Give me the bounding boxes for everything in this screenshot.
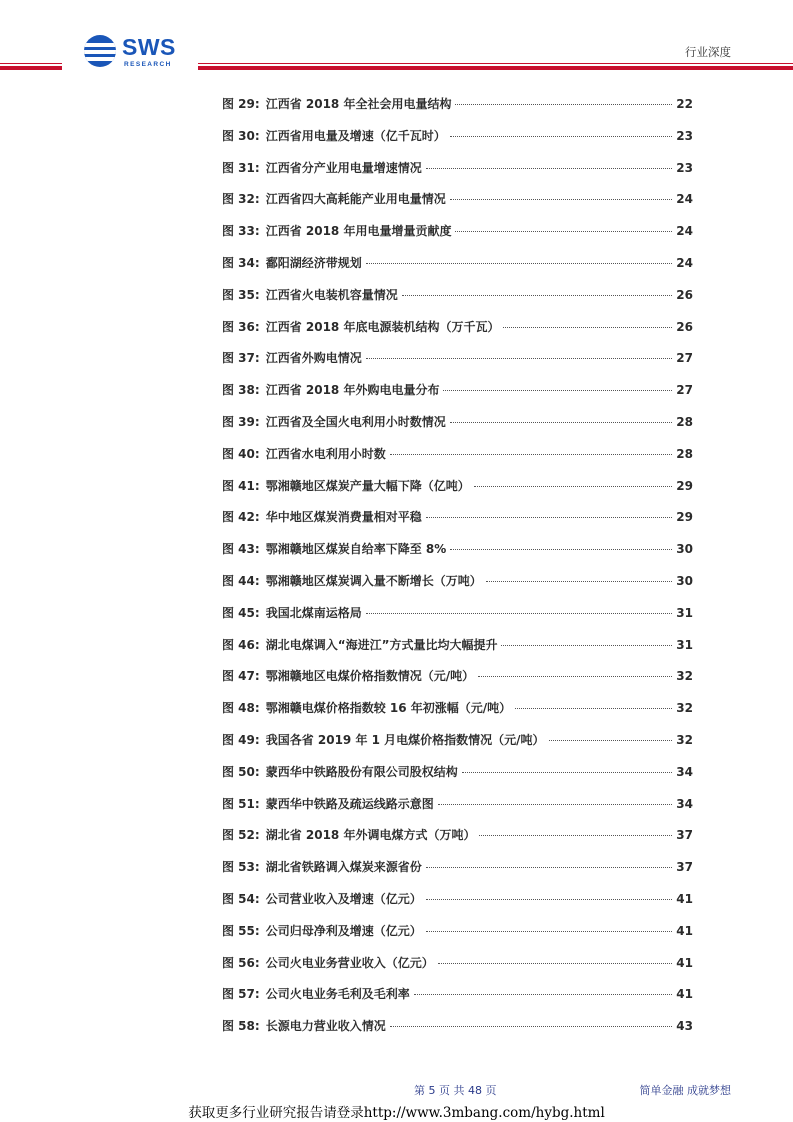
dot-leader bbox=[426, 168, 673, 169]
dot-leader bbox=[515, 708, 672, 709]
dot-leader bbox=[479, 835, 672, 836]
toc-entry[interactable] bbox=[222, 890, 693, 908]
toc-entry[interactable] bbox=[222, 826, 693, 844]
figure-title: 江西省外购电情况 bbox=[265, 351, 362, 366]
toc-entry[interactable] bbox=[222, 159, 693, 177]
dot-leader bbox=[402, 295, 673, 296]
figure-number: 图 29: bbox=[222, 97, 260, 111]
page-ref: 24 bbox=[676, 192, 693, 207]
figure-number: 图 33: bbox=[222, 224, 260, 239]
logo-subtext: RESEARCH bbox=[124, 61, 172, 68]
dot-leader bbox=[450, 422, 673, 423]
figure-number: 图 52: bbox=[222, 828, 260, 843]
figure-title: 鄂湘赣电煤价格指数较 16 年初涨幅（元/吨） bbox=[265, 701, 512, 716]
page-ref: 30 bbox=[676, 574, 693, 588]
figure-title: 公司火电业务营业收入（亿元） bbox=[265, 955, 434, 970]
page-ref: 22 bbox=[676, 97, 693, 111]
figure-title: 鄂湘赣地区煤炭自给率下降至 8% bbox=[265, 542, 447, 557]
figure-number: 图 43: bbox=[222, 542, 260, 557]
figure-number: 图 34: bbox=[222, 256, 260, 270]
figure-number: 图 50: bbox=[222, 764, 260, 779]
page-ref: 28 bbox=[676, 415, 693, 429]
figure-title: 江西省 2018 年用电量增量贡献度 bbox=[265, 224, 452, 239]
dot-leader bbox=[366, 613, 673, 614]
page-ref: 23 bbox=[676, 160, 693, 175]
figure-number: 图 57: bbox=[222, 987, 260, 1002]
figure-number: 图 56: bbox=[222, 955, 260, 970]
toc-entry[interactable] bbox=[222, 254, 693, 272]
figure-number: 图 39: bbox=[222, 415, 260, 429]
watermark-link[interactable]: 获取更多行业研究报告请登录http://www.3mbang.com/hybg.html bbox=[188, 1105, 605, 1121]
toc-entry[interactable] bbox=[222, 349, 693, 367]
figure-title: 鄂湘赣地区煤炭调入量不断增长（万吨） bbox=[265, 574, 482, 588]
page-ref: 26 bbox=[676, 319, 693, 334]
dot-leader bbox=[438, 804, 673, 805]
figure-title: 鄱阳湖经济带规划 bbox=[265, 256, 362, 270]
figure-title: 江西省分产业用电量增速情况 bbox=[265, 160, 422, 175]
page-ref: 32 bbox=[676, 669, 693, 684]
logo-emblem-icon bbox=[84, 35, 116, 67]
figure-title: 鄂湘赣地区煤炭产量大幅下降（亿吨） bbox=[265, 478, 470, 493]
toc-entry[interactable] bbox=[222, 508, 693, 526]
figure-title: 蒙西华中铁路股份有限公司股权结构 bbox=[265, 764, 458, 779]
figure-title: 江西省 2018 年全社会用电量结构 bbox=[265, 97, 452, 111]
toc-entry[interactable] bbox=[222, 954, 693, 972]
sws-logo bbox=[84, 33, 194, 73]
page-ref: 41 bbox=[676, 923, 693, 938]
page-ref: 27 bbox=[676, 351, 693, 366]
dot-leader bbox=[426, 517, 673, 518]
page-ref: 31 bbox=[676, 637, 693, 652]
figure-number: 图 51: bbox=[222, 796, 260, 811]
toc-entry[interactable] bbox=[222, 477, 693, 495]
page-ref: 41 bbox=[676, 955, 693, 970]
toc-entry[interactable] bbox=[222, 604, 693, 622]
figure-title: 江西省火电装机容量情况 bbox=[265, 287, 398, 302]
toc-entry[interactable] bbox=[222, 127, 693, 145]
toc-entry[interactable] bbox=[222, 318, 693, 336]
figure-number: 图 31: bbox=[222, 160, 260, 175]
page-ref: 34 bbox=[676, 796, 693, 811]
toc-entry[interactable] bbox=[222, 858, 693, 876]
dot-leader bbox=[501, 645, 672, 646]
page-ref: 34 bbox=[676, 764, 693, 779]
figure-number: 图 41: bbox=[222, 478, 260, 493]
dot-leader bbox=[450, 136, 673, 137]
dot-leader bbox=[549, 740, 673, 741]
toc-entry[interactable] bbox=[222, 699, 693, 717]
figure-title: 江西省水电利用小时数 bbox=[265, 446, 386, 461]
dot-leader bbox=[503, 327, 672, 328]
figure-number: 图 53: bbox=[222, 860, 260, 875]
figure-title: 湖北省 2018 年外调电煤方式（万吨） bbox=[265, 828, 476, 843]
page-ref: 31 bbox=[676, 605, 693, 620]
figure-title: 我国北煤南运格局 bbox=[265, 605, 362, 620]
page-ref: 41 bbox=[676, 987, 693, 1002]
figure-title: 长源电力营业收入情况 bbox=[265, 1019, 386, 1034]
figure-title: 蒙西华中铁路及疏运线路示意图 bbox=[265, 796, 434, 811]
figure-number: 图 49: bbox=[222, 733, 260, 747]
dot-leader bbox=[390, 454, 673, 455]
dot-leader bbox=[366, 358, 673, 359]
dot-leader bbox=[474, 486, 673, 487]
figure-title: 公司营业收入及增速（亿元） bbox=[265, 892, 422, 906]
dot-leader bbox=[426, 899, 673, 900]
figure-number: 图 36: bbox=[222, 319, 260, 334]
toc-entry[interactable] bbox=[222, 381, 693, 399]
figure-number: 图 30: bbox=[222, 128, 260, 143]
dot-leader bbox=[390, 1026, 673, 1027]
toc-entry[interactable] bbox=[222, 667, 693, 685]
figure-title: 江西省四大高耗能产业用电量情况 bbox=[265, 192, 446, 207]
figure-number: 图 45: bbox=[222, 605, 260, 620]
figure-title: 我国各省 2019 年 1 月电煤价格指数情况（元/吨） bbox=[265, 733, 545, 747]
figure-title: 华中地区煤炭消费量相对平稳 bbox=[265, 510, 422, 525]
page-ref: 30 bbox=[676, 542, 693, 557]
page-ref: 24 bbox=[676, 224, 693, 239]
toc-entry[interactable] bbox=[222, 763, 693, 781]
dot-leader bbox=[366, 263, 673, 264]
toc-entry[interactable] bbox=[222, 572, 693, 590]
figure-number: 图 32: bbox=[222, 192, 260, 207]
figure-title: 公司火电业务毛利及毛利率 bbox=[265, 987, 410, 1002]
dot-leader bbox=[443, 390, 672, 391]
dot-leader bbox=[426, 931, 673, 932]
page-ref: 43 bbox=[676, 1019, 693, 1034]
dot-leader bbox=[450, 549, 672, 550]
header-rule-right-thick bbox=[198, 66, 793, 70]
figure-number: 图 58: bbox=[222, 1019, 260, 1034]
figure-number: 图 55: bbox=[222, 923, 260, 938]
dot-leader bbox=[455, 231, 672, 232]
toc-entry[interactable] bbox=[222, 222, 693, 240]
dot-leader bbox=[414, 994, 673, 995]
page-ref: 29 bbox=[676, 478, 693, 493]
dot-leader bbox=[462, 772, 673, 773]
figure-title: 湖北电煤调入“海进江”方式量比均大幅提升 bbox=[265, 637, 498, 652]
figure-number: 图 37: bbox=[222, 351, 260, 366]
toc-entry[interactable] bbox=[222, 190, 693, 208]
figure-title: 江西省及全国火电利用小时数情况 bbox=[265, 415, 446, 429]
toc-entry[interactable] bbox=[222, 445, 693, 463]
page-ref: 23 bbox=[676, 128, 693, 143]
footer-slogan: 简单金融 成就梦想 bbox=[639, 1084, 731, 1097]
toc-entry[interactable] bbox=[222, 413, 693, 431]
toc-entry[interactable] bbox=[222, 636, 693, 654]
toc-entry[interactable] bbox=[222, 95, 693, 113]
header-rule-right bbox=[198, 63, 793, 64]
toc-entry[interactable] bbox=[222, 286, 693, 304]
dot-leader bbox=[478, 676, 672, 677]
figure-title: 江西省用电量及增速（亿千瓦时） bbox=[265, 128, 446, 143]
figure-number: 图 47: bbox=[222, 669, 260, 684]
dot-leader bbox=[455, 104, 672, 105]
figure-number: 图 46: bbox=[222, 637, 260, 652]
toc-entry[interactable] bbox=[222, 731, 693, 749]
page-ref: 32 bbox=[676, 701, 693, 716]
page-ref: 32 bbox=[676, 733, 693, 747]
figure-number: 图 35: bbox=[222, 287, 260, 302]
header-rule-left bbox=[0, 63, 62, 64]
dot-leader bbox=[438, 963, 673, 964]
page-ref: 26 bbox=[676, 287, 693, 302]
toc-entry[interactable] bbox=[222, 922, 693, 940]
page-ref: 28 bbox=[676, 446, 693, 461]
page-number: 第 5 页 共 48 页 bbox=[414, 1084, 497, 1097]
page-ref: 24 bbox=[676, 256, 693, 270]
figure-number: 图 54: bbox=[222, 892, 260, 906]
figure-number: 图 38: bbox=[222, 383, 260, 398]
figure-title: 鄂湘赣地区电煤价格指数情况（元/吨） bbox=[265, 669, 475, 684]
dot-leader bbox=[486, 581, 673, 582]
figure-title: 江西省 2018 年外购电电量分布 bbox=[265, 383, 440, 398]
figure-title: 湖北省铁路调入煤炭来源省份 bbox=[265, 860, 422, 875]
page-ref: 29 bbox=[676, 510, 693, 525]
figure-number: 图 44: bbox=[222, 574, 260, 588]
page-ref: 37 bbox=[676, 860, 693, 875]
figure-title: 公司归母净利及增速（亿元） bbox=[265, 923, 422, 938]
logo-text: SWS bbox=[122, 34, 176, 60]
dot-leader bbox=[450, 199, 673, 200]
page-ref: 27 bbox=[676, 383, 693, 398]
toc-entry[interactable] bbox=[222, 795, 693, 813]
figure-title: 江西省 2018 年底电源装机结构（万千瓦） bbox=[265, 319, 500, 334]
page-ref: 41 bbox=[676, 892, 693, 906]
page-ref: 37 bbox=[676, 828, 693, 843]
toc-entry[interactable] bbox=[222, 1017, 693, 1035]
toc-entry[interactable] bbox=[222, 540, 693, 558]
figure-number: 图 48: bbox=[222, 701, 260, 716]
report-type-label: 行业深度 bbox=[685, 45, 731, 59]
dot-leader bbox=[426, 867, 673, 868]
header-rule-left-thick bbox=[0, 66, 62, 70]
figure-number: 图 42: bbox=[222, 510, 260, 525]
figure-number: 图 40: bbox=[222, 446, 260, 461]
toc-entry[interactable] bbox=[222, 985, 693, 1003]
